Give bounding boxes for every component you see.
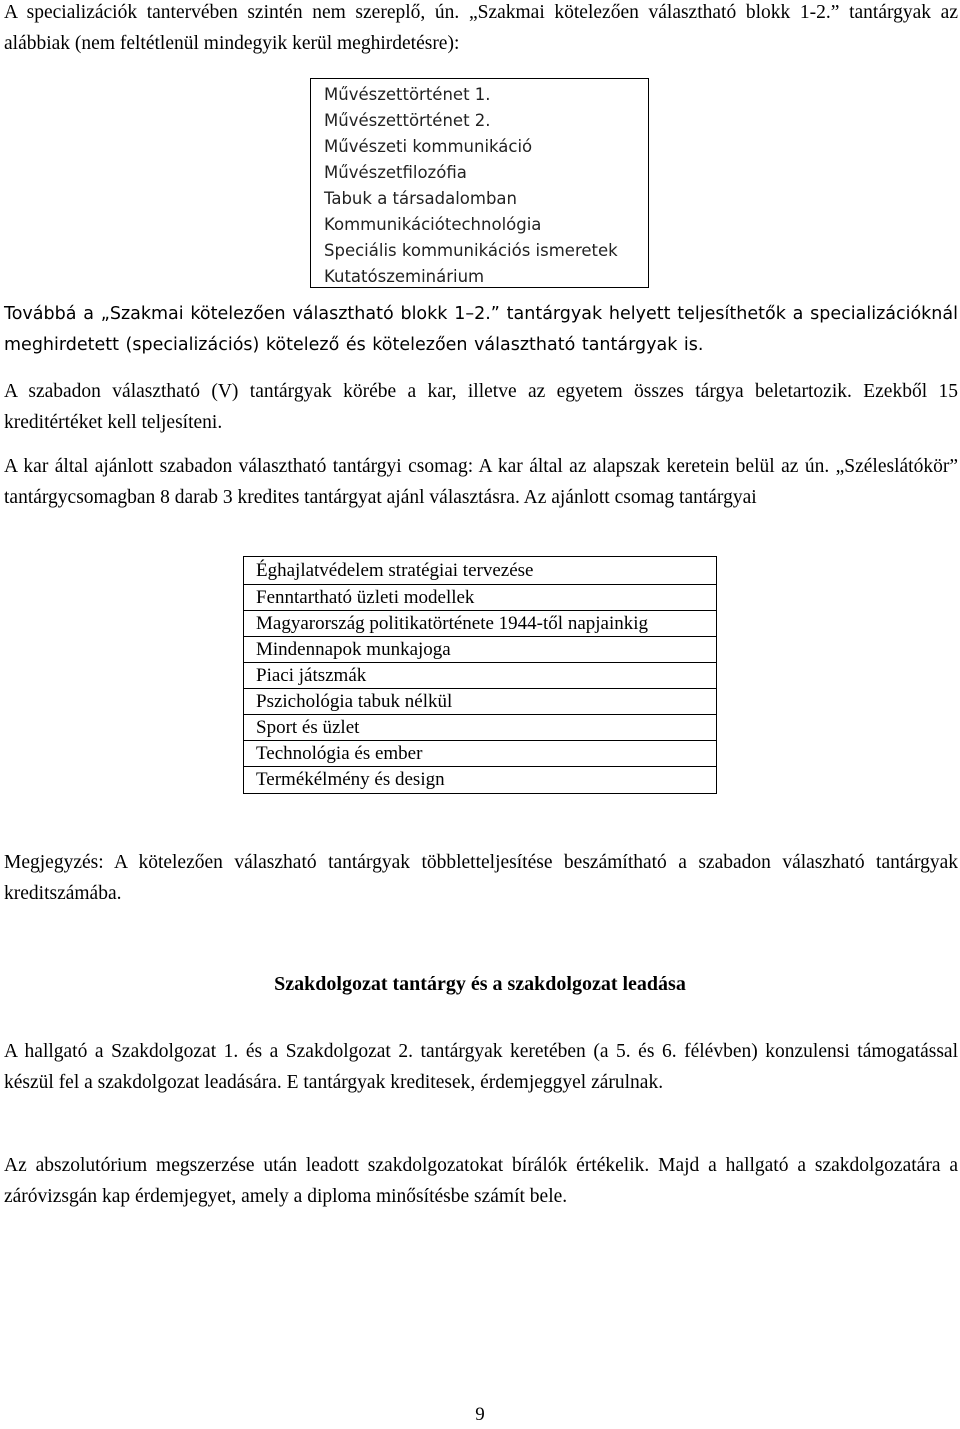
- list-item: Pszichológia tabuk nélkül: [244, 689, 716, 715]
- list-item: Kommunikációtechnológia: [324, 215, 542, 234]
- list-item: Fenntartható üzleti modellek: [244, 585, 716, 611]
- note-paragraph: Megjegyzés: A kötelezően válaszható tantárgyak többletteljesítése beszámítható a szabadon válaszható tantárgyak kreditszámába.: [4, 852, 958, 904]
- intro-paragraph: A specializációk tantervében szintén nem szereplő, ún. „Szakmai kötelezően választható blokk 1-2.” tantárgyak az alábbiak (nem feltétlenül mindegyik kerül meghirdetésre):: [4, 2, 958, 54]
- list-item: Speciális kommunikációs ismeretek: [324, 241, 618, 260]
- list-item: Technológia és ember: [244, 741, 716, 767]
- list-item: Művészetfilozófia: [324, 163, 467, 182]
- list-item: Kutatószeminárium: [324, 267, 485, 286]
- package-paragraph: A kar által ajánlott szabadon választható tantárgyi csomag: A kar által az alapszak keretein belül az ún. „Széleslátókör” tantárgycsomagban 8 darab 3 kredites tantárgyat ajánl választásra. Az ajánlott csomag tantárgyai: [4, 456, 958, 508]
- free-choice-paragraph: A szabadon választható (V) tantárgyak körébe a kar, illetve az egyetem összes tárgya beletartozik. Ezekből 15 kreditértéket kell teljesíteni.: [4, 381, 958, 433]
- evaluation-paragraph: Az abszolutórium megszerzése után leadott szakdolgozatokat bírálók értékelik. Majd a hallgató a szakdolgozatára a záróvizsgán kap érdemjegyet, amely a diploma minősítésbe számít bele.: [4, 1155, 958, 1207]
- list-item: Éghajlatvédelem stratégiai tervezése: [244, 557, 716, 585]
- list-item: Termékélmény és design: [256, 769, 445, 790]
- page-number: 9: [475, 1404, 485, 1425]
- thesis-paragraph: A hallgató a Szakdolgozat 1. és a Szakdolgozat 2. tantárgyak keretében (a 5. és 6. félévben) konzulensi támogatással készül fel a szakdolgozat leadására. E tantárgyak kreditesek, érdemjeggyel zárulnak.: [4, 1041, 958, 1093]
- list-item: Művészeti kommunikáció: [324, 137, 533, 156]
- list-item: Magyarország politikatörténete 1944-től napjainkig: [244, 611, 716, 637]
- list-item: Tabuk a társadalomban: [324, 189, 517, 208]
- substitution-paragraph: Továbbá a „Szakmai kötelezően választható blokk 1–2.” tantárgyak helyett teljesíthetők a specializációknál meghirdetett (specializációs) kötelező és kötelezően választható tantárgyak is.: [4, 304, 958, 355]
- list-item: Piaci játszmák: [244, 663, 716, 689]
- list-item: Mindennapok munkajoga: [244, 637, 716, 663]
- section-heading: Szakdolgozat tantárgy és a szakdolgozat leadása: [274, 973, 686, 995]
- package-course-list: [243, 556, 717, 794]
- mandatory-block-course-list: [310, 78, 649, 288]
- list-item: Művészettörténet 1.: [324, 85, 491, 104]
- list-item: Művészettörténet 2.: [324, 111, 491, 130]
- list-item: Sport és üzlet: [244, 715, 716, 741]
